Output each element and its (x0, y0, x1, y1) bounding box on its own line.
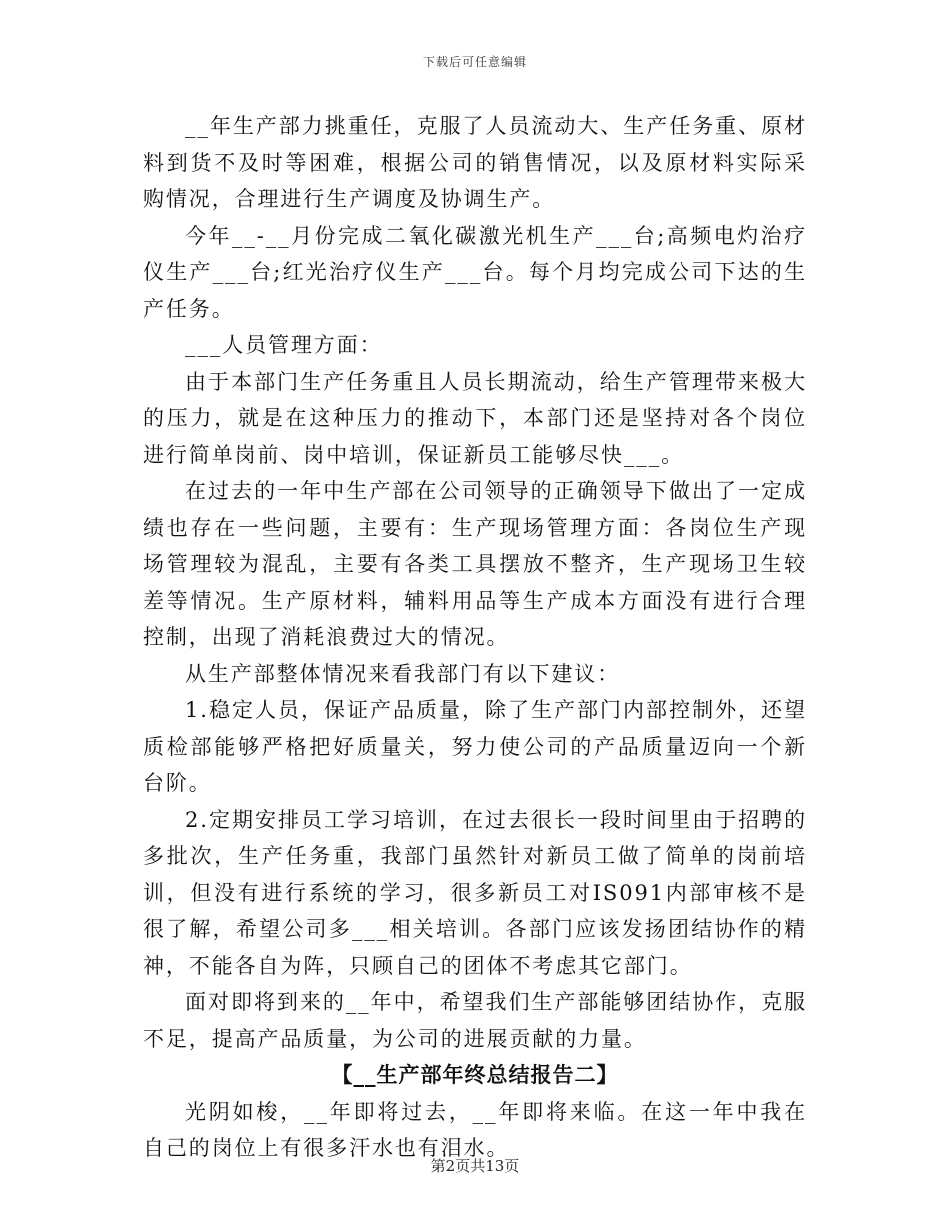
paragraph-1: __年生产部力挑重任，克服了人员流动大、生产任务重、原材料到货不及时等困难，根据公司的销售情况，以及原材料实际采购情况，合理进行生产调度及协调生产。 (143, 114, 807, 211)
document-body (143, 108, 807, 1167)
paragraph-3: ___人员管理方面： (185, 333, 383, 357)
page-header: 下载后可任意编辑 (422, 55, 527, 69)
paragraph-6: 从生产部整体情况来看我部门有以下建议： (185, 661, 621, 686)
paragraph-10: 光阴如梭，__年即将过去，__年即将来临。在这一年中我在自己的岗位上有很多汗水也有泪水。 (143, 1099, 807, 1160)
paragraph-4: 由于本部门生产任务重且人员长期流动，给生产管理带来极大的压力，就是在这种压力的推动下，本部门还是坚持对各个岗位进行简单岗前、岗中培训，保证新员工能够尽快___。 (143, 369, 807, 467)
paragraph-8: 2.定期安排员工学习培训，在过去很长一段时间里由于招聘的多批次，生产任务重，我部门虽然针对新员工做了简单的岗前培训，但没有进行系统的学习，很多新员工对IS091内部审核不是很了解，希望公司多___相关培训。各部门应该发扬团结协作的精神，不能各自为阵，只顾自己的团体不考虑其它部门。 (143, 807, 807, 978)
paragraph-5: 在过去的一年中生产部在公司领导的正确领导下做出了一定成绩也存在一些问题，主要有：生产现场管理方面：各岗位生产现场管理较为混乱，主要有各类工具摆放不整齐，生产现场卫生较差等情况。生产原材料，辅料用品等生产成本方面没有进行合理控制，出现了消耗浪费过大的情况。 (143, 479, 807, 649)
section-heading: 【__生产部年终总结报告二】 (331, 1063, 619, 1087)
paragraph-2: 今年__-__月份完成二氧化碳激光机生产___台;高频电灼治疗仪生产___台;红光治疗仪生产___台。每个月均完成公司下达的生产任务。 (143, 223, 807, 321)
paragraph-7: 1.稳定人员，保证产品质量，除了生产部门内部控制外，还望质检部能够严格把好质量关，努力使公司的产品质量迈向一个新台阶。 (143, 698, 807, 795)
paragraph-9: 面对即将到来的__年中，希望我们生产部能够团结协作，克服不足，提高产品质量，为公司的进展贡献的力量。 (143, 990, 807, 1051)
page-footer: 第2页共13页 (430, 1157, 520, 1175)
